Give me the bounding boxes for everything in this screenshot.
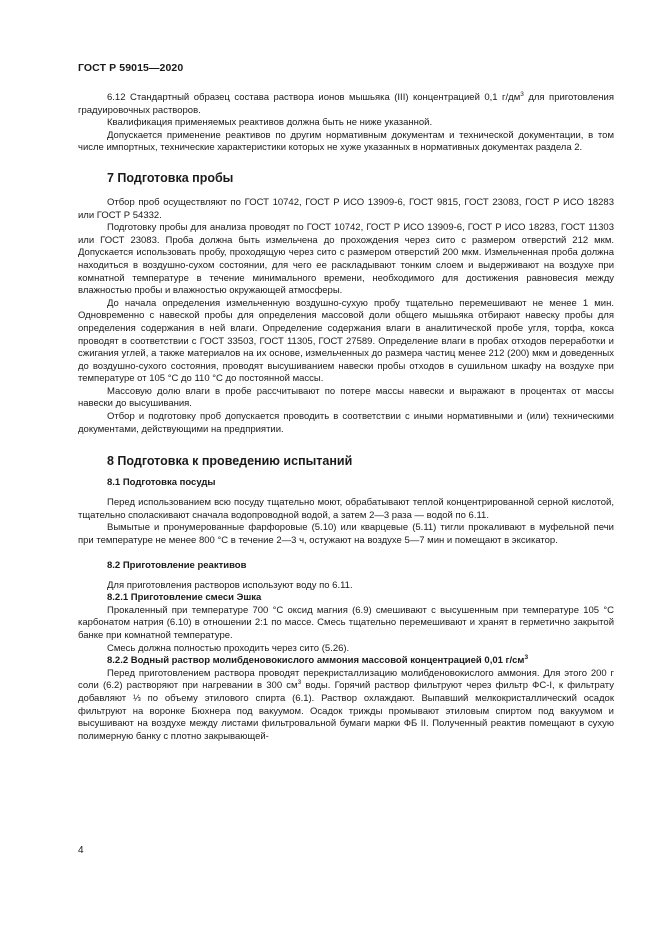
paragraph-glassware-washing: Перед использованием всю посуду тщательно моют, обрабатывают теплой концентрированной серной кислотой, тщательно споласкивают сначала водопроводной водой, а затем 2—3 раза — водой по 6.11. — [78, 497, 614, 521]
superscript: 3 — [524, 654, 529, 662]
subsection-8-2-2-heading — [78, 655, 614, 668]
text-run: 6.12 Стандартный образец состава раствора ионов мышьяка (III) концентрацией 0,1 г/дм — [107, 92, 521, 103]
text-run: 8.2.2 Водный раствор молибденовокислого аммония массовой концентрацией 0,01 г/см — [107, 655, 525, 667]
section-8-heading: 8 Подготовка к проведению испытаний — [107, 454, 353, 469]
document-header: ГОСТ Р 59015—2020 — [78, 62, 184, 74]
document-body — [78, 92, 614, 743]
paragraph-other-documents: Отбор и подготовку проб допускается проводить в соответствии с иными нормативными и (или) техническими документами, действующими на предприятии. — [78, 411, 614, 435]
paragraph-6-12 — [78, 92, 614, 117]
paragraph-moisture-determination: До начала определения измельченную воздушно-сухую пробу тщательно перемешивают не менее 1 мин. Одновременно с навеской пробы для определения массовой доли общего мышьяка отбирают навеску пробы для определения содержания в ней влаги. Определение содержания влаги в аналитической пробе угля, торфа, кокса проводят в соответствии с ГОСТ 33503, ГОСТ 11305, ГОСТ 27589. Определение влаги в пробах отходов переработки и сжигания углей, а также материалов на их основе, измельченных до размера частиц менее 212 (200) мкм и доведенных до воздушно-сухого состояния, проводят высушиванием навески пробы отходов в сушильном шкафу на воздухе при температуре от 105 °С до 110 °С до постоянной массы. — [78, 297, 614, 385]
superscript: 3 — [520, 90, 524, 98]
paragraph-sample-preparation: Подготовку пробы для анализа проводят по ГОСТ 10742, ГОСТ Р ИСО 13909-6, ГОСТ Р ИСО 18283, ГОСТ 11303 или ГОСТ 23083. Проба должна быть измельчена до прохождения через сито с размером отверстий 212 мкм. Допускается использовать пробу, проходящую через сито с размером отверстий 200 мкм. Измельченная проба должна находиться в воздушно-сухом состоянии, для чего ее раскладывают тонким слоем и выдерживают на воздухе при комнатной температуре в течение минимального времени, необходимого для достижения равновесия между влажностью пробы и влажностью окружающей атмосферы. — [78, 222, 614, 297]
paragraph-qualification: Квалификация применяемых реактивов должна быть не ниже указанной. — [107, 117, 433, 129]
paragraph-sampling: Отбор проб осуществляют по ГОСТ 10742, ГОСТ Р ИСО 13909-6, ГОСТ 9815, ГОСТ 23083, ГОСТ Р ИСО 18283 или ГОСТ Р 54332. — [78, 196, 614, 221]
paragraph-alternative-reagents: Допускается применение реактивов по другим нормативным документам и технической документации, в том числе импортных, технические характеристики которых не хуже указанных в нормативных документах раздела 2. — [78, 129, 614, 154]
paragraph-water: Для приготовления растворов используют воду по 6.11. — [107, 579, 353, 591]
superscript: 3 — [297, 679, 302, 687]
paragraph-moisture-calculation: Массовую долю влаги в пробе рассчитывают по потере массы навески и выражают в процентах от массы навески до высушивания. — [78, 385, 614, 410]
paragraph-sieve: Смесь должна полностью проходить через сито (5.26). — [107, 642, 350, 654]
subsection-8-2-heading: 8.2 Приготовление реактивов — [107, 559, 247, 571]
subsection-8-2-1-heading: 8.2.1 Приготовление смеси Эшка — [107, 592, 262, 604]
paragraph-eschka-mixture: Прокаленный при температуре 700 °С оксид магния (6.9) смешивают с высушенным при температуре 105 °С карбонатом натрия (6.10) в отношении 2:1 по массе. Смесь тщательно перемешивают и хранят в герметично закрытой банке при комнатной температуре. — [78, 604, 614, 641]
section-7-heading: 7 Подготовка пробы — [107, 170, 234, 185]
page-number: 4 — [78, 845, 84, 856]
paragraph-recrystallization — [78, 668, 614, 744]
subsection-8-1-heading: 8.1 Подготовка посуды — [107, 477, 216, 489]
text-run: воды. Горячий раствор фильтруют через фильтр ФС-I, к фильтрату добавляют ⅓ по объему этилового спирта (6.1). Раствор охлаждают. Выпавший мелкокристаллический осадок фильтруют на воронке Бюхнера под вакуумом. Осадок трижды промывают этиловым спиртом под вакуумом и высушивают на воздухе между листами фильтровальной бумаги марки ФБ II. Полученный реактив помещают в сухую полимерную банку с плотно закрывающей- — [78, 680, 614, 742]
text-run: Перед приготовлением раствора проводят перекристаллизацию молибденовокислого аммония. Для этого 200 г соли (6.2) растворяют при нагревании в 300 см — [78, 667, 614, 692]
text-run: для приготовления градуировочных растворов. — [78, 92, 614, 116]
paragraph-crucible-annealing: Вымытые и пронумерованные фарфоровые (5.10) или кварцевые (5.11) тигли прокаливают в муфельной печи при температуре не менее 800 °С в течение 2—3 ч, остужают на воздухе 5—7 мин и помещают в эксикатор. — [78, 522, 614, 547]
